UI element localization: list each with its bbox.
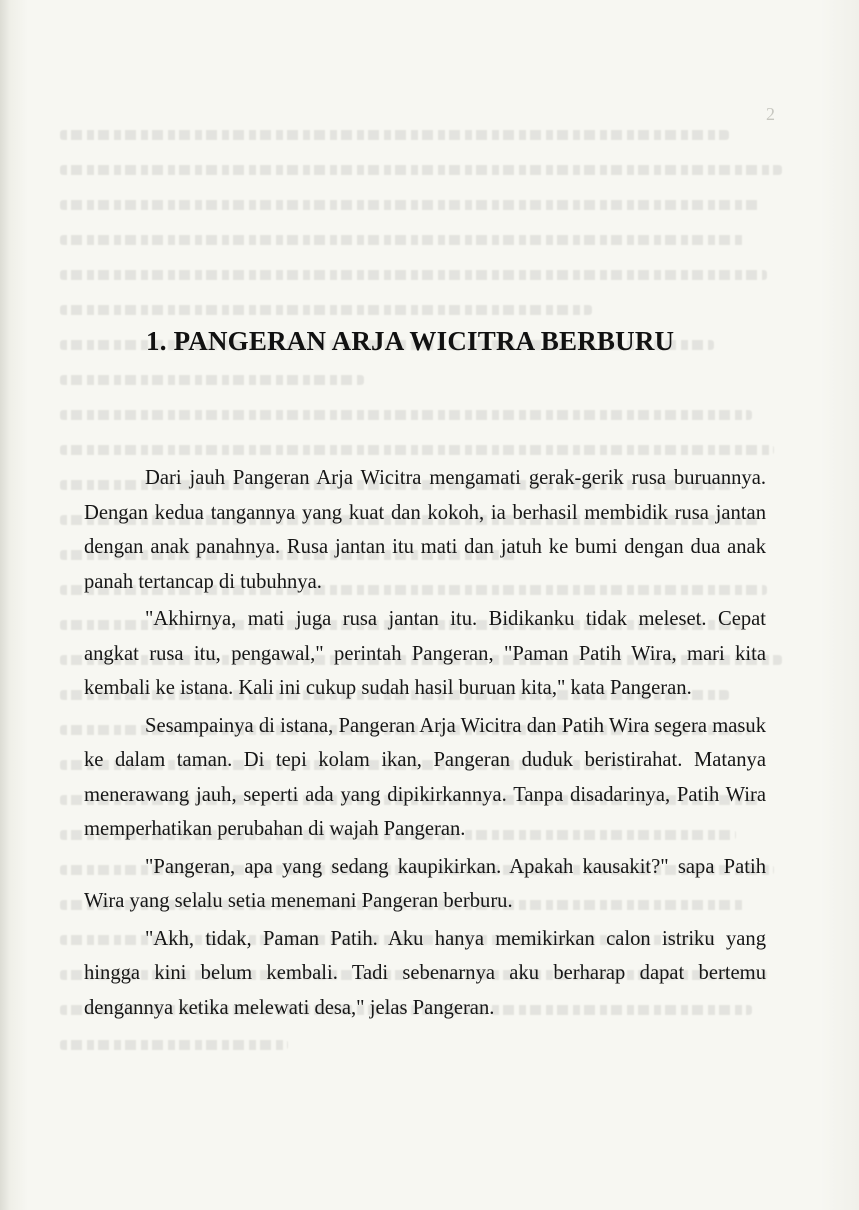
- paragraph: Dari jauh Pangeran Arja Wicitra mengamati gerak-gerik rusa buruannya. Dengan kedua tangannya yang kuat dan kokoh, ia berhasil membidik rusa jantan dengan anak panahnya. Rusa jantan itu mati dan jatuh ke bumi dengan dua anak panah tertancap di tubuhnya.: [84, 467, 766, 593]
- page-number: 2: [766, 104, 775, 124]
- chapter-title: 1. PANGERAN ARJA WICITRA BERBURU: [146, 326, 675, 356]
- paragraph: Sesampainya di istana, Pangeran Arja Wicitra dan Patih Wira segera masuk ke dalam taman. Di tepi kolam ikan, Pangeran duduk beristirahat. Matanya menerawang jauh, seperti ada yang dipikirkannya. Tanpa disadarinya, Patih Wira memperhatikan perubahan di wajah Pangeran.: [84, 714, 766, 840]
- paragraph: "Akh, tidak, Paman Patih. Aku hanya memikirkan calon istriku yang hingga kini belum kembali. Tadi sebenarnya aku berharap dapat bertemu dengannya ketika melewati desa," jelas Pangeran.: [84, 927, 766, 1019]
- paragraph: "Akhirnya, mati juga rusa jantan itu. Bidikanku tidak meleset. Cepat angkat rusa itu, pengawal," perintah Pangeran, "Paman Patih Wira, mari kita kembali ke istana. Kali ini cukup sudah hasil buruan kita," kata Pangeran.: [84, 608, 766, 699]
- story-text: [84, 461, 766, 1025]
- paragraph: "Pangeran, apa yang sedang kaupikirkan. Apakah kausakit?" sapa Patih Wira yang selalu setia menemani Pangeran berburu.: [84, 855, 766, 912]
